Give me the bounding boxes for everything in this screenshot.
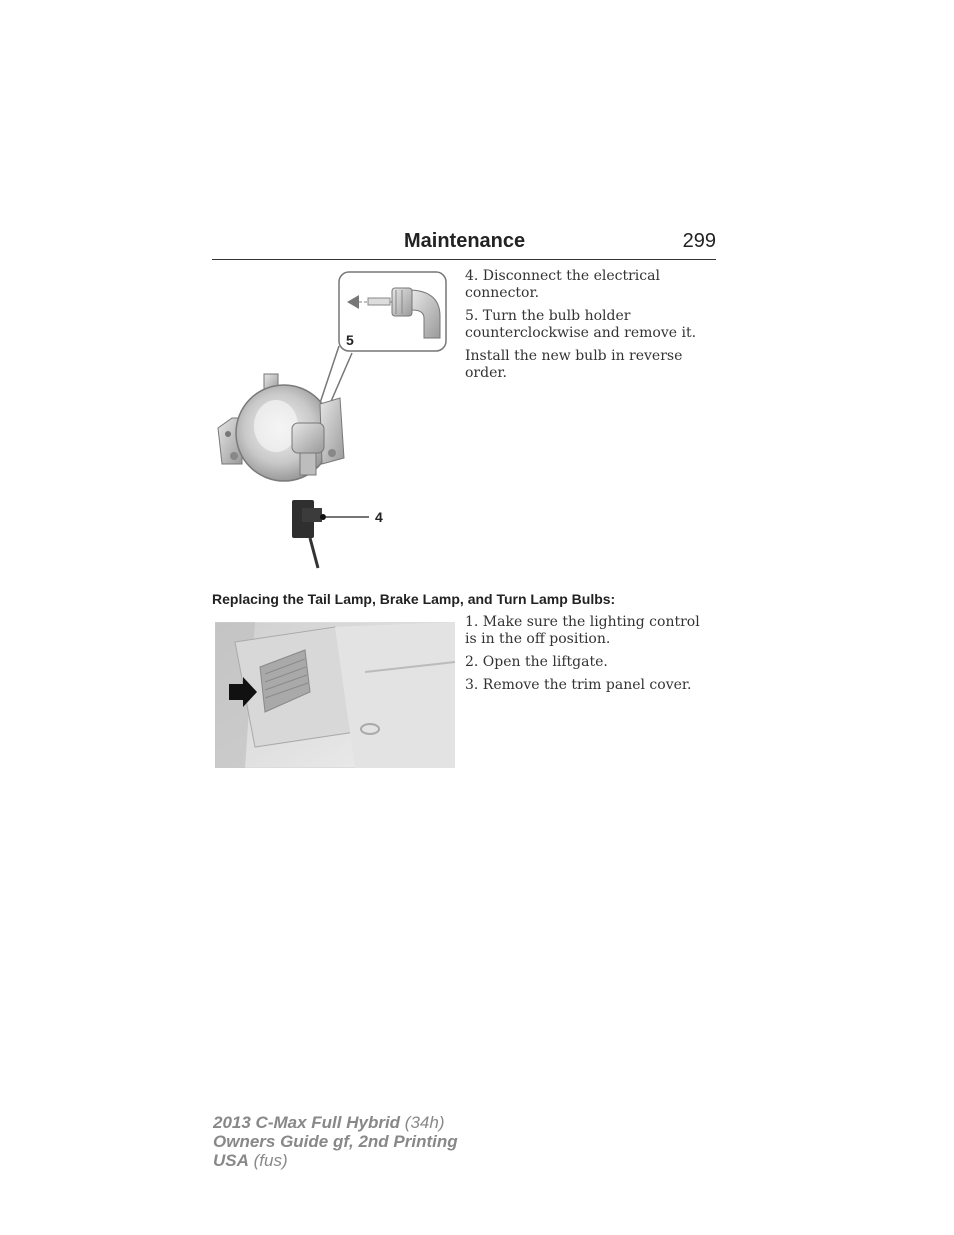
footer-model: 2013 C-Max Full Hybrid [213, 1113, 401, 1132]
footer-market: USA [213, 1151, 249, 1170]
callout-4: 4 [375, 509, 383, 525]
step-text: 4. Disconnect the electrical connector. [465, 268, 660, 301]
callout-5: 5 [346, 332, 354, 348]
fog-lamp-illustration [212, 268, 452, 570]
footer-guide: Owners Guide gf, 2nd Printing [213, 1132, 458, 1151]
bulb-holder-on-lamp [292, 423, 324, 453]
tail-lamp-steps [465, 614, 713, 700]
footer-model-code: (34h) [404, 1113, 445, 1132]
step-text: 5. Turn the bulb holder counterclockwise and remove it. [465, 308, 697, 341]
cargo-area-illustration [215, 622, 455, 768]
page-header [212, 229, 716, 260]
footer-market-code: (fus) [253, 1151, 288, 1170]
page-footer [213, 1113, 458, 1170]
section-subheading: Replacing the Tail Lamp, Brake Lamp, and Turn Lamp Bulbs: [212, 591, 616, 607]
connector-wire [310, 538, 318, 568]
step-text: Install the new bulb in reverse order. [465, 348, 683, 381]
section-title: Maintenance [404, 230, 526, 252]
page-number: 299 [682, 230, 716, 252]
step-text: 2. Open the liftgate. [465, 654, 608, 670]
cargo-floor [335, 622, 455, 768]
step-text: 3. Remove the trim panel cover. [465, 677, 692, 693]
fog-lamp-steps [465, 268, 713, 388]
step-text: 1. Make sure the lighting control is in the off position. [465, 614, 700, 647]
